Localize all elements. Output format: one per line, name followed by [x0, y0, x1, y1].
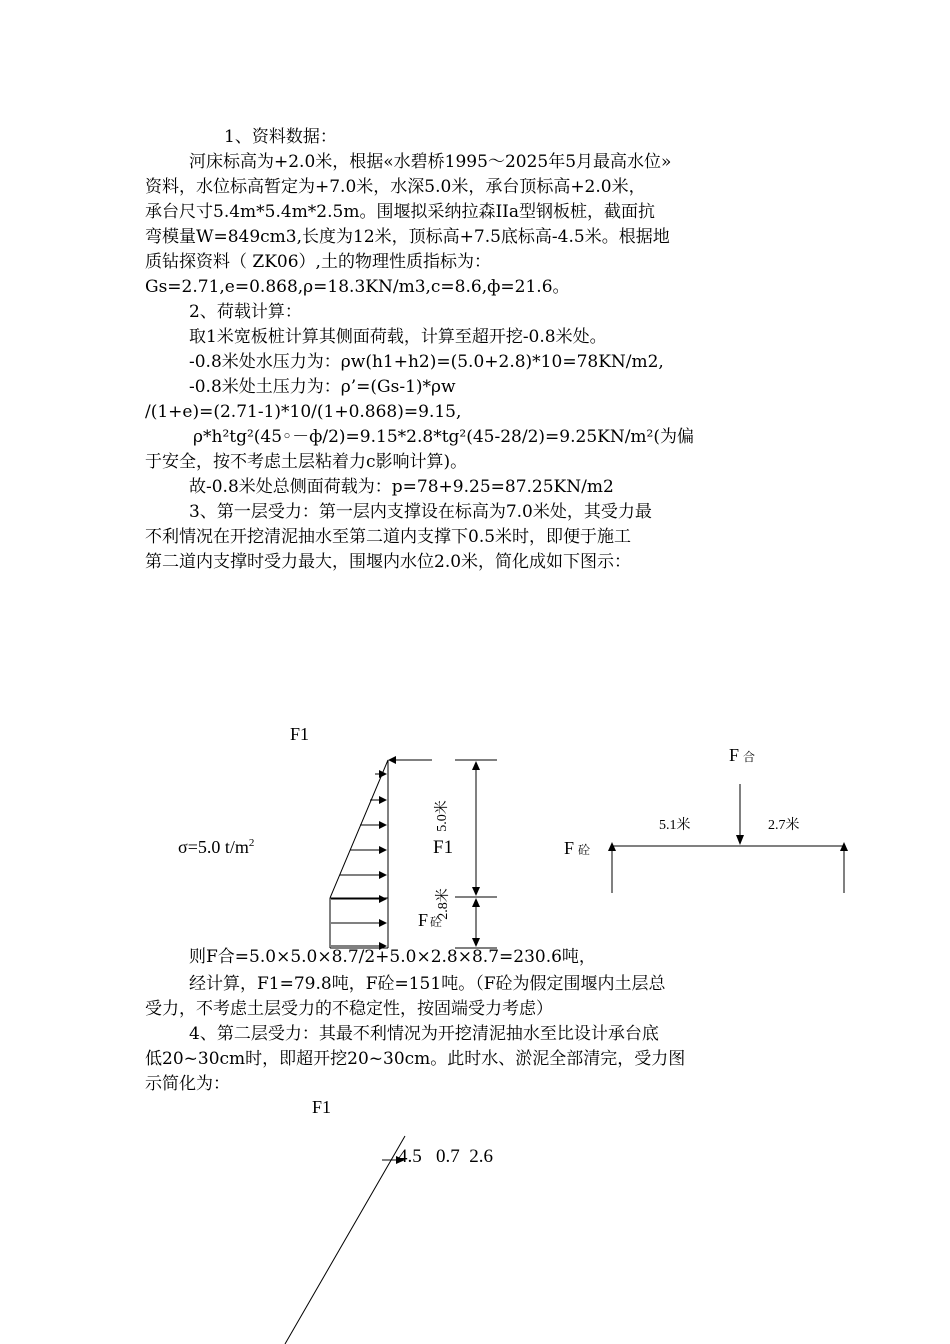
pressure-arrows: [331, 774, 386, 946]
dimension-lines: [455, 760, 497, 948]
paragraph-line: 于安全，按不考虑土层粘着力c影响计算)。: [145, 452, 468, 472]
paragraph-line: 第二道内支撑时受力最大，围堰内水位2.0米，简化成如下图示：: [145, 552, 632, 572]
beam-diagram: [612, 784, 845, 893]
beam-arrowheads: [608, 835, 848, 851]
heading-data: 1、资料数据：: [224, 127, 337, 147]
f-concrete-main: F: [418, 910, 429, 930]
paragraph-line: 低20~30cm时，即超开挖20~30cm。此时水、淤泥全部清完，受力图: [145, 1049, 686, 1069]
heading-first-layer: 3、第一层受力：第一层内支撑设在标高为7.0米处，其受力最: [189, 502, 652, 522]
paragraph-line: 承台尺寸5.4m*5.4m*2.5m。围堰拟采纳拉森IIa型钢板桩，截面抗: [145, 202, 656, 222]
pressure-distribution: [330, 760, 388, 948]
length-51-label: 5.1米: [659, 818, 691, 833]
dimension-28-label: 2.8米: [435, 888, 451, 920]
paragraph-line: /(1+e)=(2.71-1)*10/(1+0.868)=9.15,: [145, 402, 462, 422]
paragraph-line: Gs=2.71,e=0.868,ρ=18.3KN/m3,c=8.6,ф=21.6。: [145, 277, 570, 297]
f-he-label: [729, 745, 755, 766]
f-concrete-label: [418, 910, 442, 931]
f1-label-2: F1: [312, 1097, 332, 1117]
heading-second-layer: 4、第二层受力：其最不利情况为开挖清泥抽水至比设计承台底: [189, 1024, 659, 1044]
f-concrete2-main: F: [564, 838, 575, 858]
paragraph-line: 故-0.8米处总侧面荷载为：p=78+9.25=87.25KN/m2: [189, 477, 614, 497]
paragraph-line: 经计算，F1=79.8吨，F砼=151吨。（F砼为假定围堰内土层总: [189, 974, 666, 994]
f1-top-label: F1: [290, 724, 310, 744]
paragraph-line: 受力，不考虑土层受力的不稳定性，按固端受力考虑）: [145, 999, 553, 1019]
paragraph-line: 资料，水位标高暂定为+7.0米，水深5.0米，承台顶标高+2.0米，: [145, 177, 646, 197]
paragraph-line: 质钻探资料（ ZK06）,土的物理性质指标为：: [145, 252, 491, 272]
paragraph-line: -0.8米处水压力为：ρw(h1+h2)=(5.0+2.8)*10=78KN/m2,: [189, 352, 664, 372]
sigma-sup: 2: [248, 837, 255, 849]
paragraph-line: 河床标高为+2.0米，根据«水碧桥1995～2025年5月最高水位»: [189, 152, 672, 172]
paragraph-line: 示简化为：: [145, 1074, 230, 1094]
sigma-label: [178, 837, 254, 858]
f-he-sub: 合: [743, 750, 756, 764]
length-27-label: 2.7米: [768, 818, 800, 833]
values-label-2: 4.5 0.7 2.6: [398, 1146, 493, 1167]
dimension-5-label: 5.0米: [434, 800, 450, 832]
load-diagram-2: [285, 1136, 405, 1344]
paragraph-line: 取1米宽板桩计算其侧面荷载，计算至超开挖-0.8米处。: [189, 327, 607, 347]
paragraph-line: ρ*h²tg²(45◦－ф/2)=9.15*2.8*tg²(45-28/2)=9.25KN/m²(为偏: [193, 427, 695, 447]
paragraph-line: -0.8米处土压力为：ρ’=(Gs-1)*ρw: [189, 377, 456, 397]
paragraph-line: 则F合=5.0×5.0×8.7/2+5.0×2.8×8.7=230.6吨，: [189, 947, 596, 967]
f-concrete2-label: [564, 838, 590, 859]
f-he-main: F: [729, 745, 740, 765]
paragraph-line: 弯模量W=849cm3,长度为12米，顶标高+7.5底标高-4.5米。根据地: [145, 227, 670, 247]
sigma-text: σ=5.0 t/m: [178, 837, 249, 857]
paragraph-line: 不利情况在开挖清泥抽水至第二道内支撑下0.5米时，即便于施工: [145, 527, 632, 547]
f-concrete-sub: 砼: [430, 915, 443, 929]
heading-load: 2、荷载计算：: [189, 302, 302, 322]
f1-mid-label: F1: [433, 837, 454, 858]
f-concrete2-sub: 砼: [578, 843, 591, 857]
